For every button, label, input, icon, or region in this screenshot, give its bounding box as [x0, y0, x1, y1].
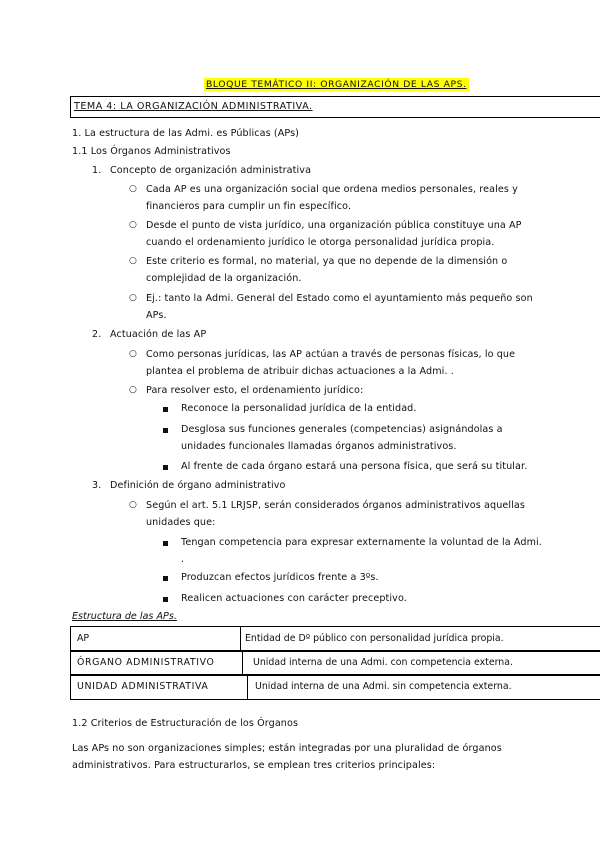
item-1-bullet-1-line-1: Cada AP es una organización social que ordena medios personales, reales y — [146, 184, 518, 195]
square-bullet-icon — [163, 465, 168, 470]
square-bullet-icon — [163, 428, 168, 433]
item-2-sub-2-line-1: Desglosa sus funciones generales (competencias) asignándolas a — [181, 424, 503, 435]
table-divider — [240, 627, 241, 651]
item-2-sub-3: Al frente de cada órgano estará una persona física, que será su titular. — [181, 461, 528, 472]
item-3-sub-3: Realicen actuaciones con carácter preceptivo. — [181, 593, 407, 604]
circle-bullet-icon: ○ — [129, 349, 137, 359]
item-3-number: 3. — [92, 480, 102, 491]
item-2-bullet-1-line-1: Como personas jurídicas, las AP actúan a través de personas físicas, lo que — [146, 349, 516, 360]
item-3-sub-1: Tengan competencia para expresar externamente la voluntad de la Admi. — [181, 537, 542, 548]
circle-bullet-icon: ○ — [129, 220, 137, 230]
table-row — [70, 674, 600, 700]
item-1-title: Concepto de organización administrativa — [110, 165, 312, 176]
square-bullet-icon — [163, 597, 168, 602]
circle-bullet-icon: ○ — [129, 385, 137, 395]
item-2-title: Actuación de las AP — [110, 329, 207, 340]
table-definition: Entidad de Dº público con personalidad jurídica propia. — [245, 633, 504, 644]
square-bullet-icon — [163, 407, 168, 412]
item-1-bullet-1-line-2: financieros para cumplir un fin específico. — [146, 201, 352, 212]
item-1-number: 1. — [92, 165, 102, 176]
item-2-number: 2. — [92, 329, 102, 340]
item-3-bullet-1-line-1: Según el art. 5.1 LRJSP, serán considerados órganos administrativos aquellas — [146, 500, 525, 511]
item-1-bullet-4-line-2: APs. — [146, 310, 167, 321]
item-3-title: Definición de órgano administrativo — [110, 480, 286, 491]
item-3-sub-1-dot: . — [181, 554, 185, 565]
table-term: UNIDAD ADMINISTRATIVA — [77, 681, 209, 692]
item-2-sub-2-line-2: unidades funcionales llamadas órganos administrativos. — [181, 441, 457, 452]
square-bullet-icon — [163, 541, 168, 546]
tema-title-box — [70, 96, 600, 118]
section-1-1-heading: 1.1 Los Órganos Administrativos — [72, 146, 231, 157]
estructura-label: Estructura de las APs. — [72, 611, 177, 622]
paragraph-line-2: administrativos. Para estructurarlos, se emplean tres criterios principales: — [72, 760, 436, 771]
bloque-title: BLOQUE TEMÁTICO II: ORGANIZACIÓN DE LAS APS. — [206, 79, 467, 90]
section-1-2-heading: 1.2 Criterios de Estructuración de los Órganos — [72, 718, 299, 729]
circle-bullet-icon: ○ — [129, 256, 137, 266]
item-1-bullet-3-line-2: complejidad de la organización. — [146, 273, 302, 284]
item-3-sub-2: Produzcan efectos jurídicos frente a 3ºs. — [181, 572, 379, 583]
circle-bullet-icon: ○ — [129, 293, 137, 303]
table-term: AP — [77, 633, 90, 644]
circle-bullet-icon: ○ — [129, 500, 137, 510]
section-1-heading: 1. La estructura de las Admi. es Públicas (APs) — [72, 128, 300, 139]
table-divider — [242, 651, 243, 675]
item-2-sub-1: Reconoce la personalidad jurídica de la entidad. — [181, 403, 417, 414]
item-2-bullet-2: Para resolver esto, el ordenamiento jurídico: — [146, 385, 364, 396]
paragraph-line-1: Las APs no son organizaciones simples; están integradas por una pluralidad de órganos — [72, 743, 502, 754]
table-row — [70, 626, 600, 652]
table-term: ÓRGANO ADMINISTRATIVO — [77, 657, 215, 668]
table-row — [70, 650, 600, 676]
table-definition: Unidad interna de una Admi. con competencia externa. — [253, 657, 513, 668]
table-divider — [247, 675, 248, 699]
item-1-bullet-2-line-1: Desde el punto de vista jurídico, una organización pública constituye una AP — [146, 220, 522, 231]
item-1-bullet-4-line-1: Ej.: tanto la Admi. General del Estado como el ayuntamiento más pequeño son — [146, 293, 533, 304]
table-definition: Unidad interna de una Admi. sin competencia externa. — [255, 681, 512, 692]
square-bullet-icon — [163, 576, 168, 581]
item-2-bullet-1-line-2: plantea el problema de atribuir dichas actuaciones a la Admi. . — [146, 366, 454, 377]
item-1-bullet-2-line-2: cuando el ordenamiento jurídico le otorga personalidad jurídica propia. — [146, 237, 495, 248]
tema-title: TEMA 4: LA ORGANIZACIÓN ADMINISTRATIVA. — [74, 101, 313, 112]
item-1-bullet-3-line-1: Este criterio es formal, no material, ya que no depende de la dimensión o — [146, 256, 508, 267]
item-3-bullet-1-line-2: unidades que: — [146, 517, 216, 528]
circle-bullet-icon: ○ — [129, 184, 137, 194]
